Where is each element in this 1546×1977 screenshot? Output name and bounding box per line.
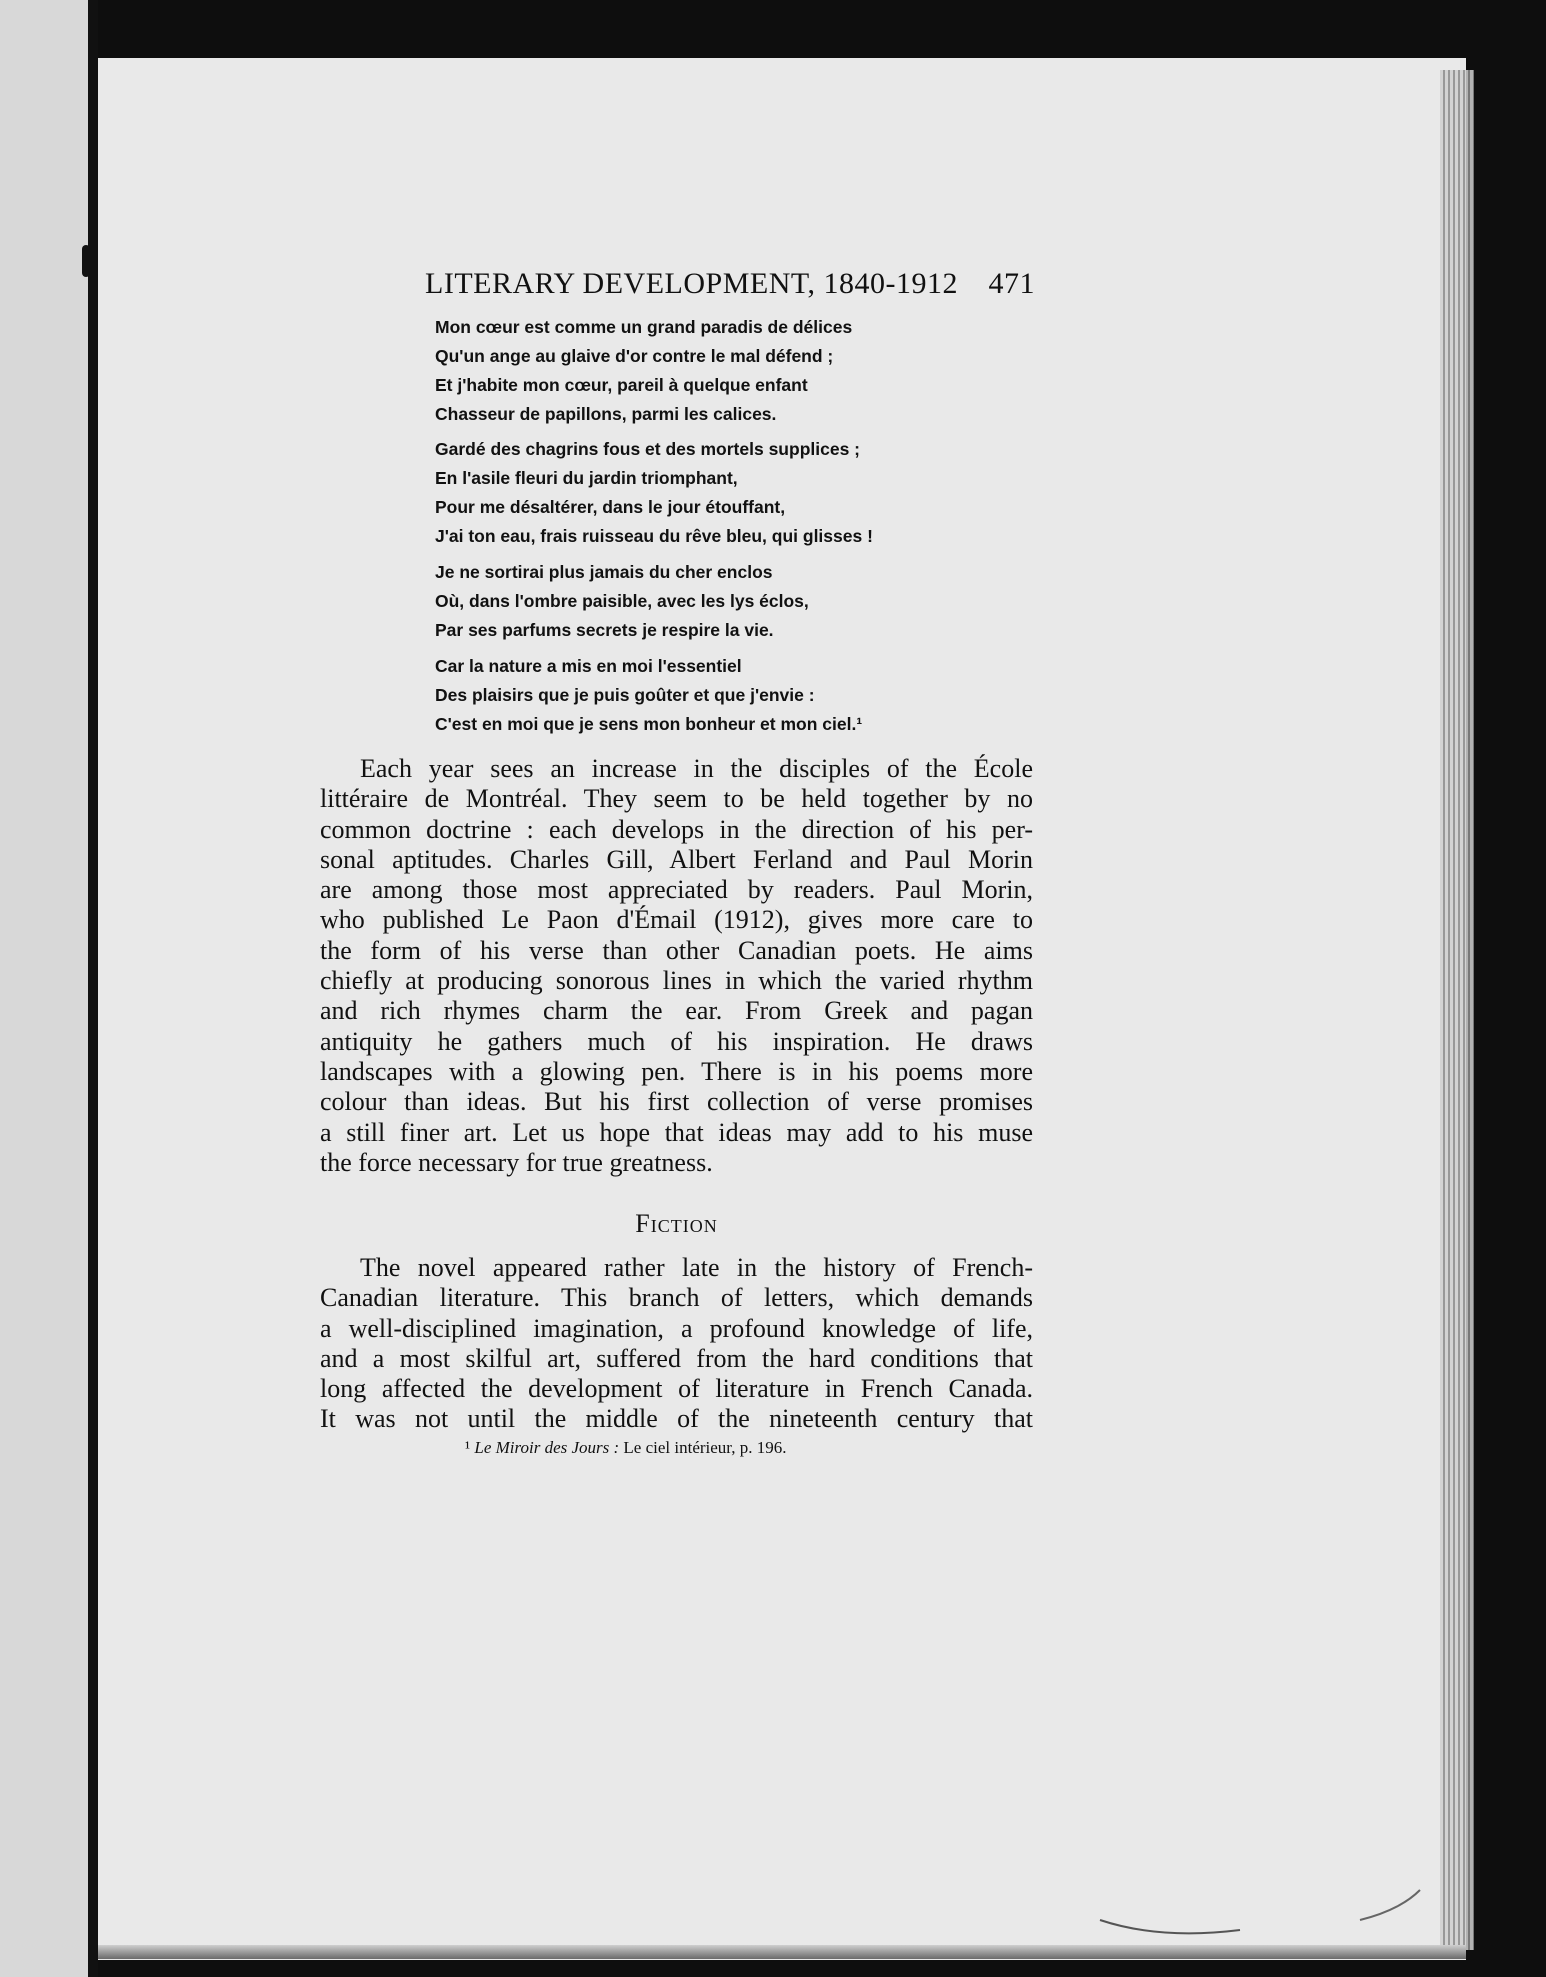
- book-gutter: [0, 0, 98, 1977]
- paragraph-line: a well-disciplined imagination, a profound knowledge of life,: [320, 1313, 1033, 1343]
- paragraph-line: Canadian literature. This branch of letters, which demands: [320, 1283, 1033, 1313]
- poem-line: Et j'habite mon cœur, pareil à quelque enfant: [435, 375, 808, 395]
- footnote: [465, 1438, 787, 1458]
- footnote-marker: ¹: [465, 1438, 471, 1457]
- poem-stanza-4: [435, 652, 995, 739]
- poem-line: C'est en moi que je sens mon bonheur et mon ciel.¹: [435, 714, 863, 734]
- paragraph-line: common doctrine : each develops in the direction of his per-: [320, 814, 1033, 844]
- paragraph-ecole-litteraire: [320, 754, 1033, 1178]
- poem-line: Où, dans l'ombre paisible, avec les lys éclos,: [435, 591, 809, 611]
- poem-stanza-2: [435, 435, 995, 551]
- poem-line: J'ai ton eau, frais ruisseau du rêve bleu, qui glisses !: [435, 526, 873, 546]
- paragraph-line: It was not until the middle of the nineteenth century that: [320, 1404, 1033, 1434]
- poem-line: Des plaisirs que je puis goûter et que j'envie :: [435, 685, 815, 705]
- poem-line: Je ne sortirai plus jamais du cher enclos: [435, 562, 773, 582]
- paragraph-line-with-title: [320, 905, 1033, 935]
- poem-stanza-3: [435, 558, 995, 645]
- binding-mark: [82, 245, 90, 277]
- poem-line: Par ses parfums secrets je respire la vie.: [435, 620, 774, 640]
- paragraph-line: littéraire de Montréal. They seem to be held together by no: [320, 784, 1033, 814]
- paragraph-fiction: [320, 1253, 1033, 1435]
- poem-line: Qu'un ange au glaive d'or contre le mal défend ;: [435, 346, 834, 366]
- paragraph-line: are among those most appreciated by readers. Paul Morin,: [320, 875, 1033, 905]
- page-scratch-marks: [1080, 1880, 1440, 1940]
- paragraph-line: chiefly at producing sonorous lines in which the varied rhythm: [320, 966, 1033, 996]
- paragraph-line: the force necessary for true greatness.: [320, 1147, 713, 1177]
- poem-line: Car la nature a mis en moi l'essentiel: [435, 656, 742, 676]
- paragraph-line: a still finer art. Let us hope that ideas may add to his muse: [320, 1117, 1033, 1147]
- footnote-text: Le ciel intérieur, p. 196.: [623, 1438, 787, 1457]
- running-head-title: LITERARY DEVELOPMENT, 1840-1912: [425, 267, 958, 300]
- footnote-source: Le Miroir des Jours :: [474, 1438, 620, 1457]
- page-number: 471: [988, 267, 1035, 300]
- poem-stanza-1: [435, 313, 995, 429]
- poem-line: Chasseur de papillons, parmi les calices.: [435, 404, 777, 424]
- poem-line: En l'asile fleuri du jardin triomphant,: [435, 468, 738, 488]
- paragraph-line: landscapes with a glowing pen. There is in his poems more: [320, 1056, 1033, 1086]
- paragraph-line: antiquity he gathers much of his inspiration. He draws: [320, 1026, 1033, 1056]
- paragraph-line: sonal aptitudes. Charles Gill, Albert Ferland and Paul Morin: [320, 844, 1033, 874]
- page-bottom-edge: [98, 1945, 1466, 1959]
- paragraph-line: The novel appeared rather late in the history of French-: [360, 1253, 1033, 1282]
- poem-line: Gardé des chagrins fous et des mortels supplices ;: [435, 439, 860, 459]
- section-heading-fiction: Fiction: [635, 1209, 718, 1238]
- paragraph-line: Each year sees an increase in the disciples of the École: [360, 754, 1033, 783]
- page-edges: [1440, 70, 1474, 1950]
- paragraph-line: colour than ideas. But his first collection of verse promises: [320, 1087, 1033, 1117]
- paragraph-line: long affected the development of literature in French Canada.: [320, 1374, 1033, 1404]
- paragraph-line: and rich rhymes charm the ear. From Greek and pagan: [320, 996, 1033, 1026]
- poem-line: Pour me désaltérer, dans le jour étouffant,: [435, 497, 786, 517]
- paragraph-line: and a most skilful art, suffered from the hard conditions that: [320, 1343, 1033, 1373]
- poem-line: Mon cœur est comme un grand paradis de délices: [435, 317, 853, 337]
- paragraph-line: who published Le Paon d'Émail (1912), gives more care to: [320, 905, 1033, 935]
- paragraph-line: the form of his verse than other Canadian poets. He aims: [320, 935, 1033, 965]
